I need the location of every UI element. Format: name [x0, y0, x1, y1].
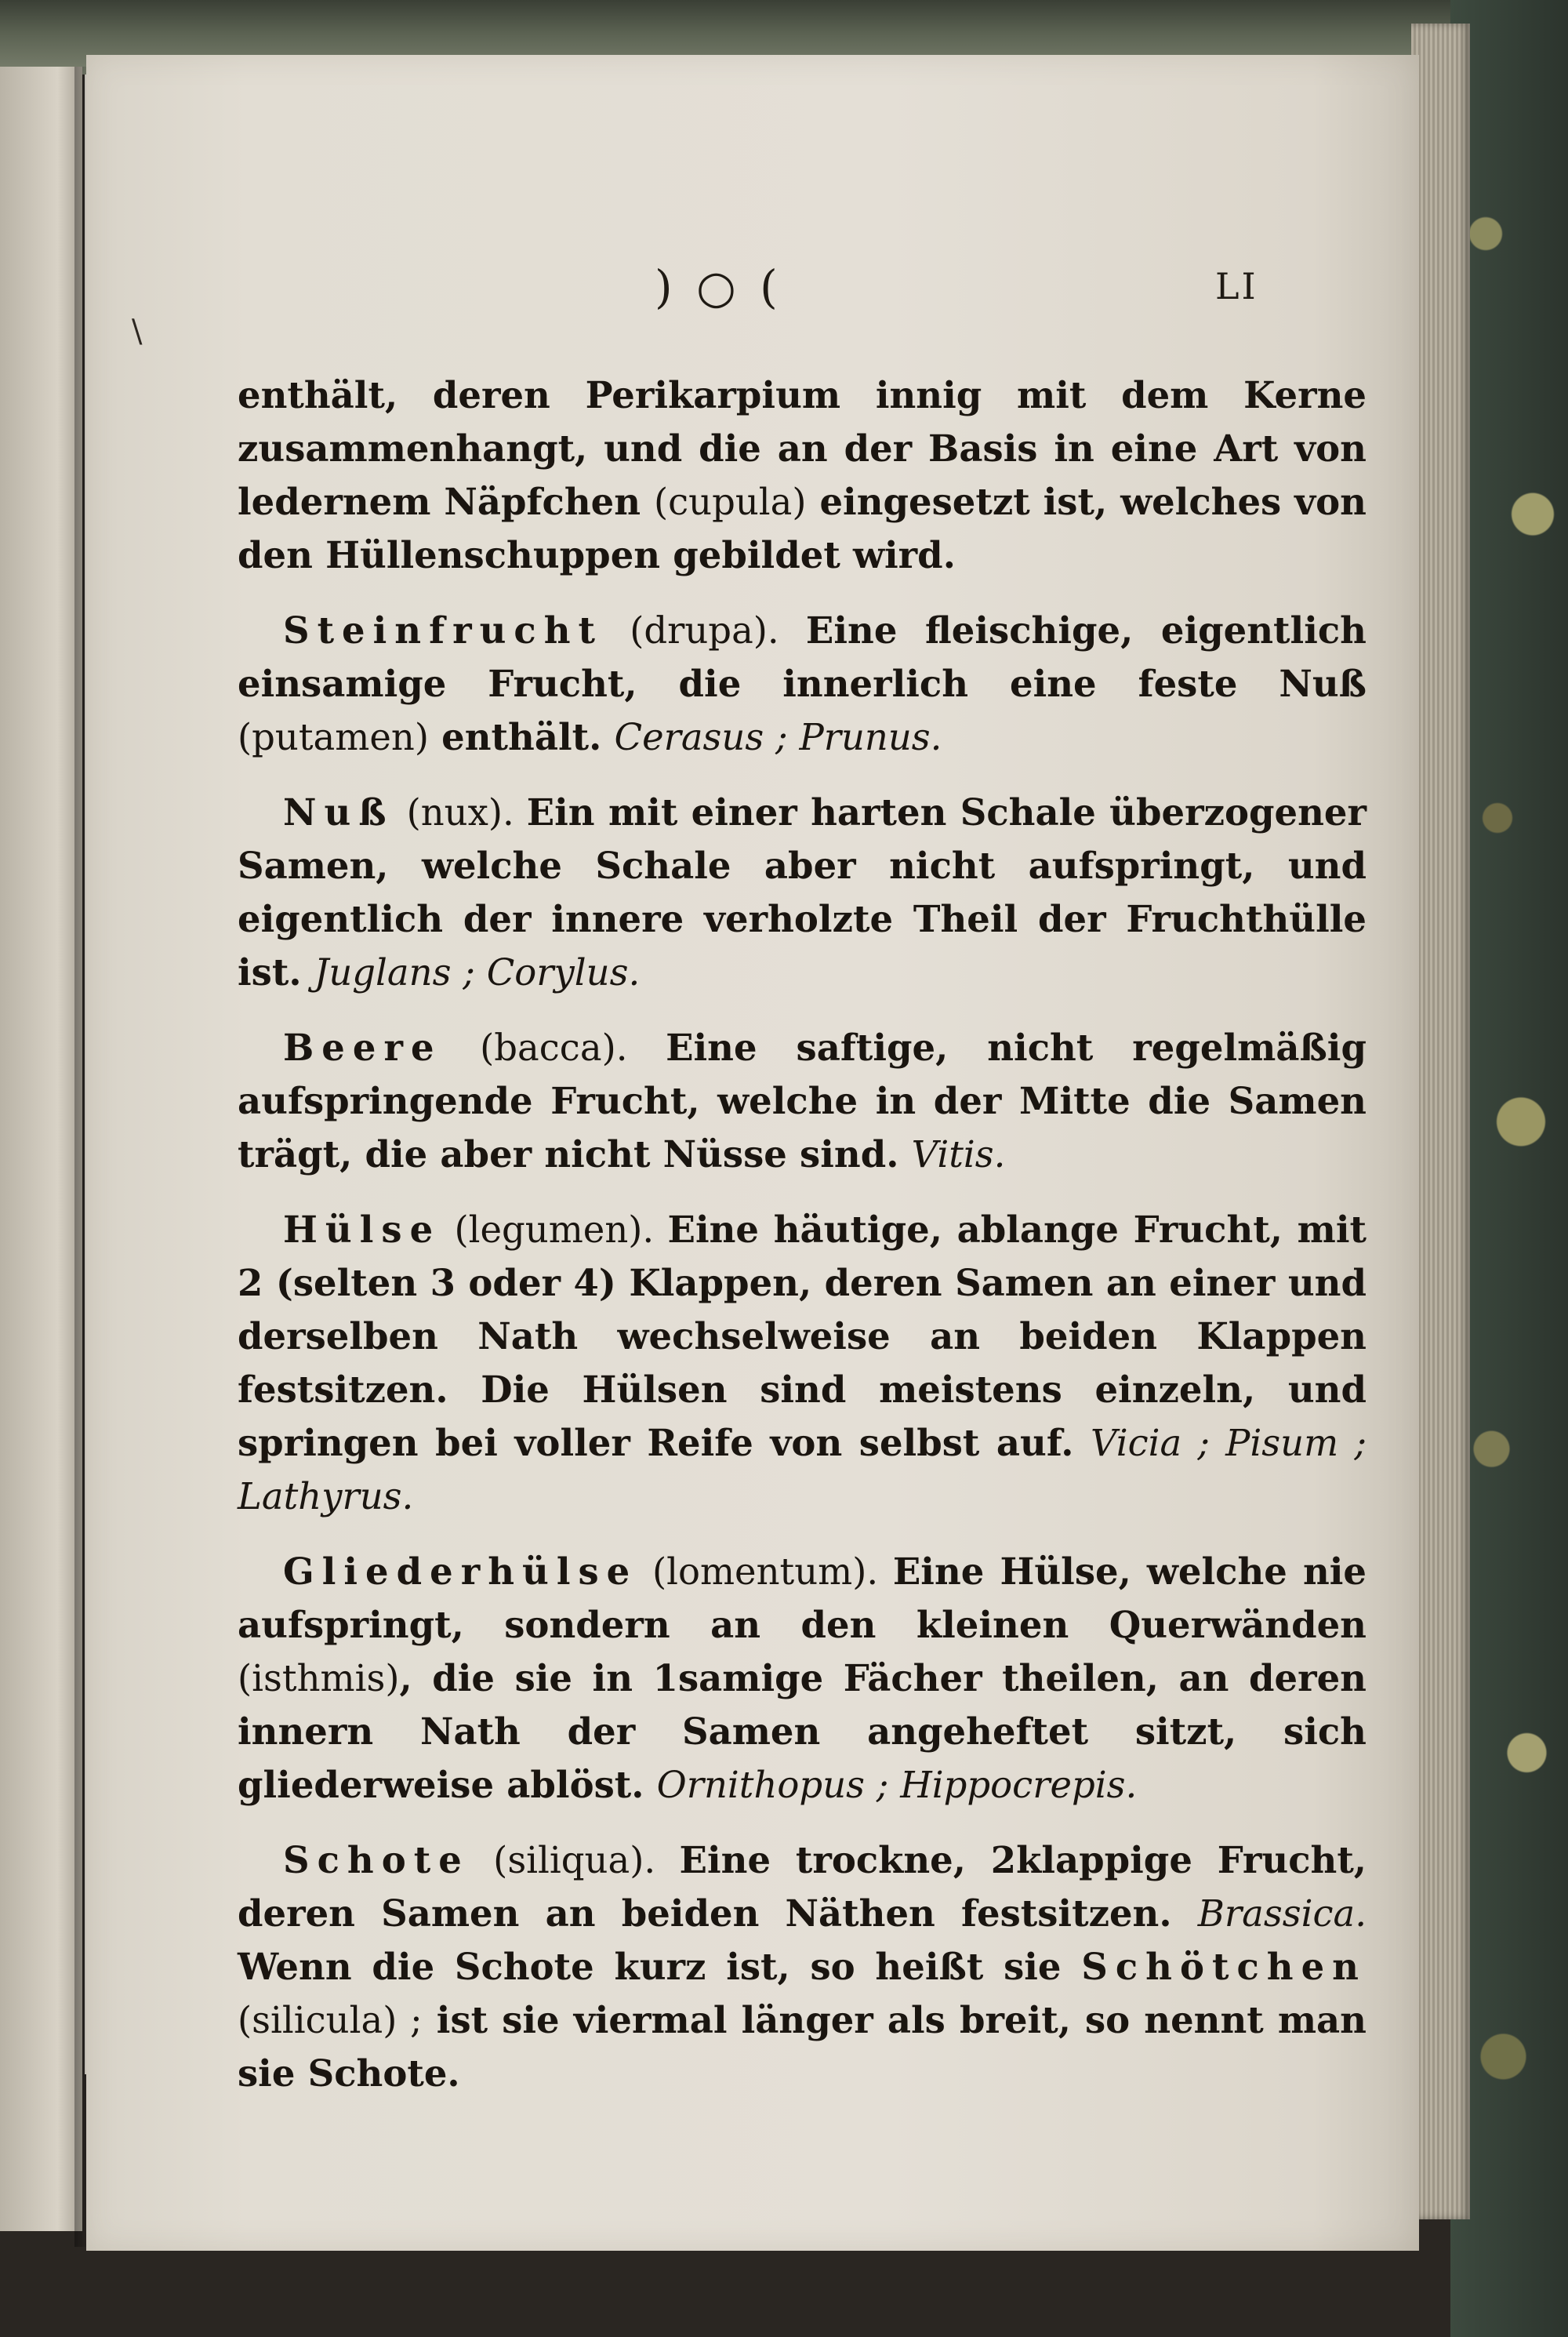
book-page: [86, 55, 1419, 2251]
term-nuss: Nuß: [283, 791, 394, 834]
paragraph-schote: Schote (siliqua). Eine trockne, 2klappige Frucht, deren Samen an beiden Näthen festsitzen. Brassica. Wenn die Schote kurz ist, so heißt sie Schötchen (silicula) ; ist sie viermal länger als breit, so nennt man sie Schote.: [238, 1838, 1367, 2095]
paragraph-huelse: Hülse (legumen). Eine häutige, ablange Frucht, mit 2 (selten 3 oder 4) Klappen, deren Samen an einer und derselben Nath wechselweise an beiden Klappen festsitzen. Die Hülsen sind meistens einzeln, und springen bei voller Reife von selbst auf. Vicia ; Pisum ; Lathyrus.: [238, 1208, 1367, 1517]
page-header: [86, 260, 1419, 323]
page-number: LI: [1215, 265, 1258, 307]
term-schoetchen: Schötchen: [1081, 1945, 1367, 1988]
page-body: [238, 369, 1367, 2122]
paragraph-nuss: Nuß (nux). Ein mit einer harten Schale überzogener Samen, welche Schale aber nicht aufspringt, und eigentlich der innere verholzte Theil der Fruchthülle ist. Juglans ; Corylus.: [238, 791, 1367, 994]
margin-mark: \: [132, 314, 143, 350]
term-schote: Schote: [283, 1838, 470, 1881]
term-gliederhuelse: Gliederhülse: [283, 1550, 638, 1593]
page-block-edge: [1411, 24, 1470, 2219]
paragraph-steinfrucht: Steinfrucht (drupa). Eine fleischige, eigentlich einsamige Frucht, die innerlich eine feste Nuß (putamen) enthält. Cerasus ; Prunus.: [238, 609, 1367, 758]
paragraph-gliederhuelse: Gliederhülse (lomentum). Eine Hülse, welche nie aufspringt, sondern an den kleinen Querwänden (isthmis), die sie in 1samige Fächer theilen, an deren innern Nath der Samen angeheftet sitzt, sich gliederweise ablöst. Ornithopus ; Hippocrepis.: [238, 1550, 1367, 1806]
term-huelse: Hülse: [283, 1208, 441, 1251]
left-page-edge: [0, 67, 82, 2231]
paragraph-cupula: enthält, deren Perikarpium innig mit dem Kerne zusammenhangt, und die an der Basis in eine Art von ledernem Näpfchen (cupula) eingesetzt ist, welches von den Hüllenschuppen gebildet wird.: [238, 373, 1367, 576]
term-beere: Beere: [283, 1026, 442, 1069]
term-steinfrucht: Steinfrucht: [283, 609, 604, 652]
header-ornament: ) ○ (: [655, 260, 782, 314]
paragraph-beere: Beere (bacca). Eine saftige, nicht regelmäßig aufspringende Frucht, welche in der Mitte die Samen trägt, die aber nicht Nüsse sind. Vitis.: [238, 1026, 1367, 1176]
